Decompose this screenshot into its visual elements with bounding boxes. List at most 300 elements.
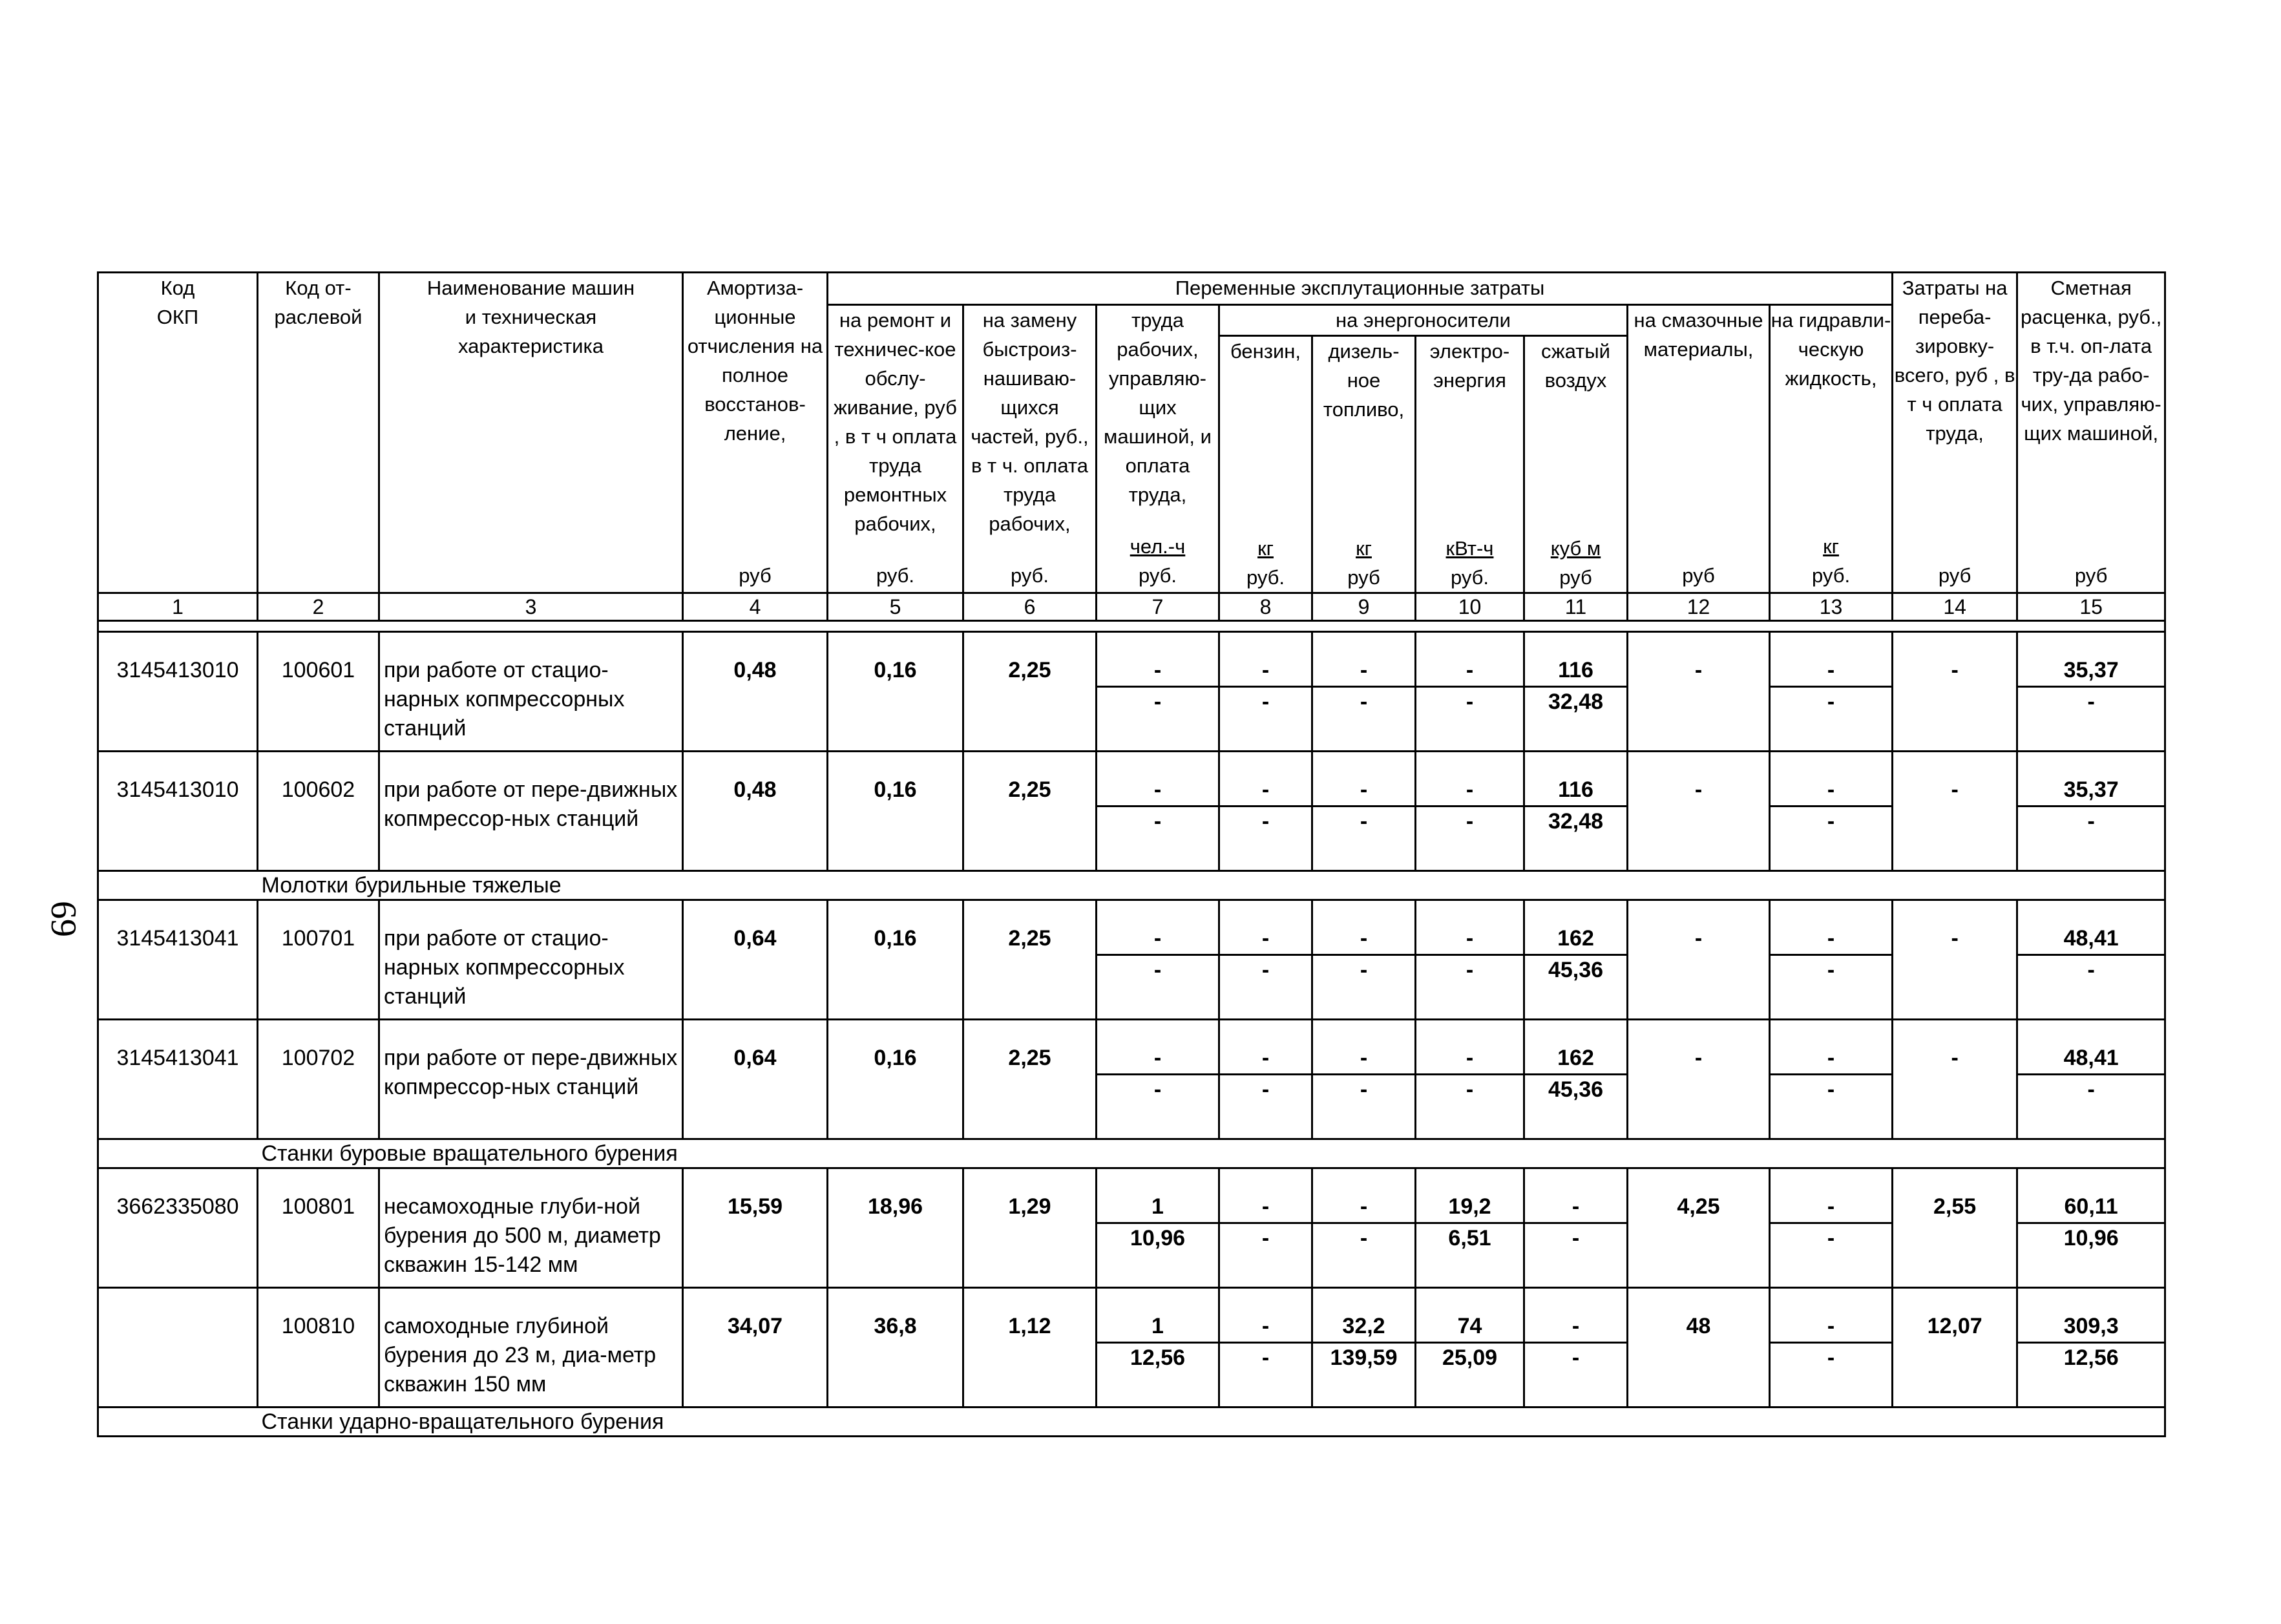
header-air bbox=[1524, 336, 1628, 593]
machine-name-text: несамоходные глуби-ной бурения до 500 м, диаметр скважин 15-142 мм bbox=[384, 1194, 661, 1277]
rate-payroll: - bbox=[2087, 690, 2095, 714]
petrol-payroll: - bbox=[1261, 958, 1270, 982]
hydraulic-value: - bbox=[1771, 1312, 1891, 1344]
rate-value: 35,37 bbox=[2018, 775, 2164, 807]
branch-code-text: 100702 bbox=[281, 1046, 355, 1070]
air-payroll: - bbox=[1571, 1345, 1580, 1370]
column-number: 14 bbox=[1893, 593, 2017, 621]
transport-value bbox=[1893, 632, 2017, 752]
hydraulic-value: - bbox=[1771, 656, 1891, 688]
diesel-value: - bbox=[1313, 924, 1414, 956]
header-air-unit: руб bbox=[1559, 566, 1592, 589]
header-petrol-label: бензин, bbox=[1230, 340, 1301, 363]
diesel-payroll: - bbox=[1360, 1077, 1368, 1102]
machine-name-text: при работе от стацио-нарных копмрессорных станций bbox=[384, 926, 625, 1009]
rate-value: 35,37 bbox=[2018, 656, 2164, 688]
electric-value: - bbox=[1416, 924, 1523, 956]
header-air-label: сжатый воздух bbox=[1541, 340, 1610, 392]
electric-value: 19,2 bbox=[1416, 1192, 1523, 1224]
lubricant-value bbox=[1628, 632, 1770, 752]
table-row bbox=[98, 1168, 2165, 1288]
section-spacer bbox=[98, 871, 258, 900]
amortization-value bbox=[683, 1020, 828, 1139]
machine-name-text: при работе от пере-движных копмрессор-ных станций bbox=[384, 1046, 678, 1099]
rate-cell bbox=[2017, 632, 2165, 752]
okp-code bbox=[98, 1020, 258, 1139]
petrol-cell bbox=[1219, 900, 1312, 1020]
petrol-value: - bbox=[1220, 1192, 1311, 1224]
petrol-value: - bbox=[1220, 1044, 1311, 1075]
air-cell bbox=[1524, 900, 1628, 1020]
petrol-value: - bbox=[1220, 924, 1311, 956]
header-amortization bbox=[683, 273, 828, 593]
okp-code bbox=[98, 1168, 258, 1288]
electric-value: - bbox=[1416, 656, 1523, 688]
branch-code bbox=[258, 900, 379, 1020]
header-transport-label: Затраты на переба-зировку-всего, руб , в т ч оплата труда, bbox=[1894, 277, 2015, 445]
replace-value bbox=[963, 632, 1097, 752]
electric-cell bbox=[1416, 632, 1524, 752]
lubricant-value bbox=[1628, 1168, 1770, 1288]
section-row bbox=[98, 1139, 2165, 1168]
hydraulic-cell bbox=[1770, 1168, 1893, 1288]
column-number: 10 bbox=[1416, 593, 1524, 621]
electric-payroll: - bbox=[1466, 690, 1474, 714]
machine-name bbox=[379, 1020, 683, 1139]
air-value: 116 bbox=[1525, 775, 1626, 807]
branch-code bbox=[258, 1288, 379, 1408]
hydraulic-payroll: - bbox=[1827, 1226, 1835, 1250]
rate-value: 60,11 bbox=[2018, 1192, 2164, 1224]
rates-table-container bbox=[97, 271, 2165, 1437]
air-payroll: - bbox=[1571, 1226, 1580, 1250]
header-hydraulic-unit: руб. bbox=[1812, 564, 1851, 587]
hydraulic-value: - bbox=[1771, 924, 1891, 956]
machine-name-text: при работе от стацио-нарных копмрессорных станций bbox=[384, 658, 625, 741]
amortization-value bbox=[683, 752, 828, 871]
air-cell bbox=[1524, 1288, 1628, 1408]
header-transport bbox=[1893, 273, 2017, 593]
repair-value bbox=[828, 900, 963, 1020]
amortization-value bbox=[683, 632, 828, 752]
repair-value bbox=[828, 752, 963, 871]
section-row bbox=[98, 871, 2165, 900]
replace-value bbox=[963, 1020, 1097, 1139]
diesel-payroll: - bbox=[1360, 1226, 1368, 1250]
header-amort-label: Амортиза-ционные отчисления на полное восстанов-ление, bbox=[687, 277, 823, 445]
hydraulic-value: - bbox=[1771, 775, 1891, 807]
electric-value: - bbox=[1416, 1044, 1523, 1075]
replace-value bbox=[963, 1168, 1097, 1288]
diesel-cell bbox=[1312, 900, 1416, 1020]
okp-code-text: 3145413010 bbox=[116, 777, 239, 802]
header-electric bbox=[1416, 336, 1524, 593]
petrol-payroll: - bbox=[1261, 809, 1270, 834]
header-hydraulic bbox=[1770, 305, 1893, 593]
electric-cell bbox=[1416, 1288, 1524, 1408]
hydraulic-payroll: - bbox=[1827, 690, 1835, 714]
header-transport-unit: руб bbox=[1938, 564, 1971, 587]
machine-name-text: самоходные глубиной бурения до 23 м, диа-метр скважин 150 мм bbox=[384, 1314, 657, 1397]
page-number: 69 bbox=[43, 901, 83, 937]
petrol-cell bbox=[1219, 1168, 1312, 1288]
labor-value: - bbox=[1097, 1044, 1218, 1075]
repair-value bbox=[828, 1288, 963, 1408]
rate-payroll: - bbox=[2087, 958, 2095, 982]
section-spacer bbox=[98, 1139, 258, 1168]
replace-text: 1,29 bbox=[1008, 1194, 1051, 1219]
replace-value bbox=[963, 1288, 1097, 1408]
okp-code-text: 3145413010 bbox=[116, 658, 239, 682]
header-lubricant-unit: руб bbox=[1682, 564, 1715, 587]
amortization-text: 34,07 bbox=[727, 1314, 783, 1338]
header-petrol-unit: руб. bbox=[1246, 566, 1285, 589]
diesel-value: - bbox=[1313, 1044, 1414, 1075]
section-title: Станки ударно-вращательного бурения bbox=[258, 1408, 2165, 1437]
labor-payroll: 10,96 bbox=[1130, 1226, 1186, 1250]
okp-code bbox=[98, 900, 258, 1020]
labor-cell bbox=[1097, 1288, 1219, 1408]
labor-cell bbox=[1097, 632, 1219, 752]
machine-name bbox=[379, 1288, 683, 1408]
column-number: 11 bbox=[1524, 593, 1628, 621]
air-value: - bbox=[1525, 1192, 1626, 1224]
transport-text: - bbox=[1951, 926, 1959, 951]
transport-value bbox=[1893, 1020, 2017, 1139]
diesel-cell bbox=[1312, 1020, 1416, 1139]
replace-value bbox=[963, 900, 1097, 1020]
air-payroll: 32,48 bbox=[1548, 690, 1604, 714]
labor-cell bbox=[1097, 752, 1219, 871]
transport-value bbox=[1893, 752, 2017, 871]
header-diesel-unit-top: кг bbox=[1356, 537, 1372, 560]
header-variable-costs: Переменные эксплутационные затраты bbox=[828, 273, 1893, 305]
header-repair-label: на ремонт и техничес-кое обслу-живание, руб , в т ч оплата труда ремонтных рабочих, bbox=[834, 309, 957, 535]
header-hydraulic-unit-top: кг bbox=[1823, 535, 1839, 558]
rates-table bbox=[97, 271, 2166, 1437]
lubricant-text: - bbox=[1694, 658, 1703, 682]
branch-code-text: 100801 bbox=[281, 1194, 355, 1219]
diesel-value: 32,2 bbox=[1313, 1312, 1414, 1344]
transport-value bbox=[1893, 1288, 2017, 1408]
diesel-value: - bbox=[1313, 775, 1414, 807]
rate-cell bbox=[2017, 1168, 2165, 1288]
petrol-cell bbox=[1219, 1288, 1312, 1408]
column-number: 15 bbox=[2017, 593, 2165, 621]
petrol-cell bbox=[1219, 752, 1312, 871]
transport-text: 2,55 bbox=[1933, 1194, 1977, 1219]
header-branch-code bbox=[258, 273, 379, 593]
machine-name-text: при работе от пере-движных копмрессор-ных станций bbox=[384, 777, 678, 831]
header-labor-unit-top: чел.-ч bbox=[1130, 535, 1186, 558]
header-rate-label: Сметная расценка, руб., в т.ч. оп-лата тру-да рабо-чих, управляю-щих машиной, bbox=[2021, 277, 2162, 445]
header-name-label: Наименование машин и техническая характеристика bbox=[426, 277, 635, 357]
header-diesel bbox=[1312, 336, 1416, 593]
branch-code bbox=[258, 1168, 379, 1288]
replace-text: 2,25 bbox=[1008, 777, 1051, 802]
header-branch-label: Код от-раслевой bbox=[274, 277, 363, 328]
branch-code bbox=[258, 632, 379, 752]
machine-name bbox=[379, 1168, 683, 1288]
table-row bbox=[98, 752, 2165, 871]
column-number: 5 bbox=[828, 593, 963, 621]
header-replace bbox=[963, 305, 1097, 593]
header-machine-name bbox=[379, 273, 683, 593]
lubricant-text: 48 bbox=[1686, 1314, 1711, 1338]
column-number: 6 bbox=[963, 593, 1097, 621]
diesel-payroll: - bbox=[1360, 958, 1368, 982]
diesel-value: - bbox=[1313, 1192, 1414, 1224]
diesel-payroll: 139,59 bbox=[1330, 1345, 1398, 1370]
petrol-payroll: - bbox=[1261, 1226, 1270, 1250]
hydraulic-cell bbox=[1770, 1020, 1893, 1139]
branch-code-text: 100701 bbox=[281, 926, 355, 951]
rate-value: 48,41 bbox=[2018, 1044, 2164, 1075]
transport-value bbox=[1893, 1168, 2017, 1288]
electric-value: 74 bbox=[1416, 1312, 1523, 1344]
transport-text: - bbox=[1951, 658, 1959, 682]
rate-payroll: 12,56 bbox=[2063, 1345, 2119, 1370]
header-electric-label: электро-энергия bbox=[1429, 340, 1510, 392]
amortization-text: 0,64 bbox=[733, 926, 777, 951]
transport-text: 12,07 bbox=[1927, 1314, 1982, 1338]
header-okp bbox=[98, 273, 258, 593]
column-number: 12 bbox=[1628, 593, 1770, 621]
amortization-text: 0,64 bbox=[733, 1046, 777, 1070]
rate-cell bbox=[2017, 752, 2165, 871]
branch-code bbox=[258, 1020, 379, 1139]
okp-code-text: 3145413041 bbox=[116, 926, 239, 951]
hydraulic-cell bbox=[1770, 632, 1893, 752]
header-replace-unit: руб. bbox=[1010, 564, 1049, 587]
labor-payroll: - bbox=[1153, 690, 1162, 714]
petrol-payroll: - bbox=[1261, 690, 1270, 714]
diesel-cell bbox=[1312, 632, 1416, 752]
transport-value bbox=[1893, 900, 2017, 1020]
labor-value: - bbox=[1097, 775, 1218, 807]
header-air-unit-top: куб м bbox=[1550, 537, 1601, 560]
replace-text: 2,25 bbox=[1008, 658, 1051, 682]
header-labor-unit: руб. bbox=[1138, 564, 1177, 587]
repair-text: 0,16 bbox=[874, 1046, 917, 1070]
diesel-cell bbox=[1312, 752, 1416, 871]
amortization-text: 15,59 bbox=[727, 1194, 783, 1219]
labor-payroll: - bbox=[1153, 809, 1162, 834]
table-row bbox=[98, 900, 2165, 1020]
rate-payroll: - bbox=[2087, 809, 2095, 834]
header-energy: на энергоносители bbox=[1219, 305, 1628, 336]
column-number: 7 bbox=[1097, 593, 1219, 621]
header-labor-label: труда рабочих, управляю-щих машиной, и оплата труда, bbox=[1104, 309, 1212, 506]
electric-cell bbox=[1416, 900, 1524, 1020]
branch-code-text: 100602 bbox=[281, 777, 355, 802]
header-rate bbox=[2017, 273, 2165, 593]
branch-code-text: 100601 bbox=[281, 658, 355, 682]
header-lubricant-label: на смазочные материалы, bbox=[1634, 309, 1763, 361]
electric-cell bbox=[1416, 1020, 1524, 1139]
header-diesel-unit: руб bbox=[1347, 566, 1380, 589]
okp-code bbox=[98, 632, 258, 752]
hydraulic-value: - bbox=[1771, 1192, 1891, 1224]
lubricant-text: - bbox=[1694, 1046, 1703, 1070]
hydraulic-value: - bbox=[1771, 1044, 1891, 1075]
spacer-row bbox=[98, 621, 2165, 632]
electric-payroll: - bbox=[1466, 1077, 1474, 1102]
air-value: 162 bbox=[1525, 1044, 1626, 1075]
petrol-cell bbox=[1219, 632, 1312, 752]
labor-value: - bbox=[1097, 656, 1218, 688]
header-labor bbox=[1097, 305, 1219, 593]
machine-name bbox=[379, 900, 683, 1020]
repair-value bbox=[828, 1168, 963, 1288]
labor-value: - bbox=[1097, 924, 1218, 956]
header-diesel-label: дизель-ное топливо, bbox=[1323, 340, 1405, 421]
petrol-value: - bbox=[1220, 775, 1311, 807]
replace-value bbox=[963, 752, 1097, 871]
petrol-cell bbox=[1219, 1020, 1312, 1139]
okp-code-text: 3145413041 bbox=[116, 1046, 239, 1070]
transport-text: - bbox=[1951, 777, 1959, 802]
column-number: 13 bbox=[1770, 593, 1893, 621]
hydraulic-cell bbox=[1770, 752, 1893, 871]
section-spacer bbox=[98, 1408, 258, 1437]
labor-value: 1 bbox=[1097, 1192, 1218, 1224]
lubricant-value bbox=[1628, 1288, 1770, 1408]
diesel-payroll: - bbox=[1360, 809, 1368, 834]
lubricant-text: - bbox=[1694, 777, 1703, 802]
rate-cell bbox=[2017, 1288, 2165, 1408]
lubricant-value bbox=[1628, 1020, 1770, 1139]
diesel-value: - bbox=[1313, 656, 1414, 688]
labor-payroll: - bbox=[1153, 1077, 1162, 1102]
branch-code bbox=[258, 752, 379, 871]
electric-payroll: 25,09 bbox=[1442, 1345, 1498, 1370]
air-cell bbox=[1524, 632, 1628, 752]
diesel-payroll: - bbox=[1360, 690, 1368, 714]
air-value: - bbox=[1525, 1312, 1626, 1344]
header-lubricant bbox=[1628, 305, 1770, 593]
petrol-value: - bbox=[1220, 1312, 1311, 1344]
amortization-value bbox=[683, 1168, 828, 1288]
okp-code bbox=[98, 1288, 258, 1408]
header-petrol bbox=[1219, 336, 1312, 593]
labor-cell bbox=[1097, 1168, 1219, 1288]
air-payroll: 32,48 bbox=[1548, 809, 1604, 834]
machine-name bbox=[379, 632, 683, 752]
repair-text: 18,96 bbox=[867, 1194, 923, 1219]
rate-payroll: - bbox=[2087, 1077, 2095, 1102]
rate-cell bbox=[2017, 1020, 2165, 1139]
diesel-cell bbox=[1312, 1288, 1416, 1408]
air-payroll: 45,36 bbox=[1548, 958, 1604, 982]
transport-text: - bbox=[1951, 1046, 1959, 1070]
header-petrol-unit-top: кг bbox=[1257, 537, 1274, 560]
repair-text: 0,16 bbox=[874, 926, 917, 951]
header-amort-unit: руб bbox=[739, 564, 772, 587]
header-electric-unit-top: кВт-ч bbox=[1445, 537, 1494, 560]
repair-text: 0,16 bbox=[874, 658, 917, 682]
electric-payroll: - bbox=[1466, 958, 1474, 982]
rate-value: 48,41 bbox=[2018, 924, 2164, 956]
electric-payroll: 6,51 bbox=[1448, 1226, 1491, 1250]
okp-code-text bbox=[99, 1289, 257, 1312]
amortization-text: 0,48 bbox=[733, 658, 777, 682]
petrol-value: - bbox=[1220, 656, 1311, 688]
header-okp-label: Код ОКП bbox=[156, 277, 199, 328]
air-value: 116 bbox=[1525, 656, 1626, 688]
section-row bbox=[98, 1408, 2165, 1437]
header-electric-unit: руб. bbox=[1450, 566, 1489, 589]
column-number: 8 bbox=[1219, 593, 1312, 621]
labor-cell bbox=[1097, 1020, 1219, 1139]
lubricant-text: 4,25 bbox=[1677, 1194, 1720, 1219]
hydraulic-cell bbox=[1770, 900, 1893, 1020]
replace-text: 1,12 bbox=[1008, 1314, 1051, 1338]
header-repair-unit: руб. bbox=[876, 564, 915, 587]
lubricant-value bbox=[1628, 752, 1770, 871]
air-payroll: 45,36 bbox=[1548, 1077, 1604, 1102]
repair-text: 0,16 bbox=[874, 777, 917, 802]
electric-value: - bbox=[1416, 775, 1523, 807]
section-title: Станки буровые вращательного бурения bbox=[258, 1139, 2165, 1168]
air-cell bbox=[1524, 752, 1628, 871]
header-hydraulic-label: на гидравли-ческую жидкость, bbox=[1771, 309, 1891, 390]
hydraulic-payroll: - bbox=[1827, 958, 1835, 982]
replace-text: 2,25 bbox=[1008, 926, 1051, 951]
hydraulic-cell bbox=[1770, 1288, 1893, 1408]
table-row bbox=[98, 1020, 2165, 1139]
repair-value bbox=[828, 1020, 963, 1139]
hydraulic-payroll: - bbox=[1827, 1345, 1835, 1370]
electric-payroll: - bbox=[1466, 809, 1474, 834]
column-number: 1 bbox=[98, 593, 258, 621]
rate-payroll: 10,96 bbox=[2063, 1226, 2119, 1250]
column-number: 2 bbox=[258, 593, 379, 621]
air-value: 162 bbox=[1525, 924, 1626, 956]
column-number: 9 bbox=[1312, 593, 1416, 621]
replace-text: 2,25 bbox=[1008, 1046, 1051, 1070]
petrol-payroll: - bbox=[1261, 1345, 1270, 1370]
okp-code bbox=[98, 752, 258, 871]
rate-value: 309,3 bbox=[2018, 1312, 2164, 1344]
section-title: Молотки бурильные тяжелые bbox=[258, 871, 2165, 900]
electric-cell bbox=[1416, 752, 1524, 871]
air-cell bbox=[1524, 1020, 1628, 1139]
header-replace-label: на замену быстроиз-нашиваю-щихся частей, руб., в т ч. оплата труда рабочих, bbox=[971, 309, 1089, 535]
labor-value: 1 bbox=[1097, 1312, 1218, 1344]
column-number: 4 bbox=[683, 593, 828, 621]
lubricant-text: - bbox=[1694, 926, 1703, 951]
labor-payroll: - bbox=[1153, 958, 1162, 982]
hydraulic-payroll: - bbox=[1827, 809, 1835, 834]
okp-code-text: 3662335080 bbox=[116, 1194, 239, 1219]
column-number: 3 bbox=[379, 593, 683, 621]
repair-text: 36,8 bbox=[874, 1314, 917, 1338]
labor-cell bbox=[1097, 900, 1219, 1020]
machine-name bbox=[379, 752, 683, 871]
rate-cell bbox=[2017, 900, 2165, 1020]
branch-code-text: 100810 bbox=[281, 1314, 355, 1338]
table-row bbox=[98, 632, 2165, 752]
table-row bbox=[98, 1288, 2165, 1408]
header-repair bbox=[828, 305, 963, 593]
amortization-text: 0,48 bbox=[733, 777, 777, 802]
electric-cell bbox=[1416, 1168, 1524, 1288]
diesel-cell bbox=[1312, 1168, 1416, 1288]
repair-value bbox=[828, 632, 963, 752]
amortization-value bbox=[683, 1288, 828, 1408]
air-cell bbox=[1524, 1168, 1628, 1288]
